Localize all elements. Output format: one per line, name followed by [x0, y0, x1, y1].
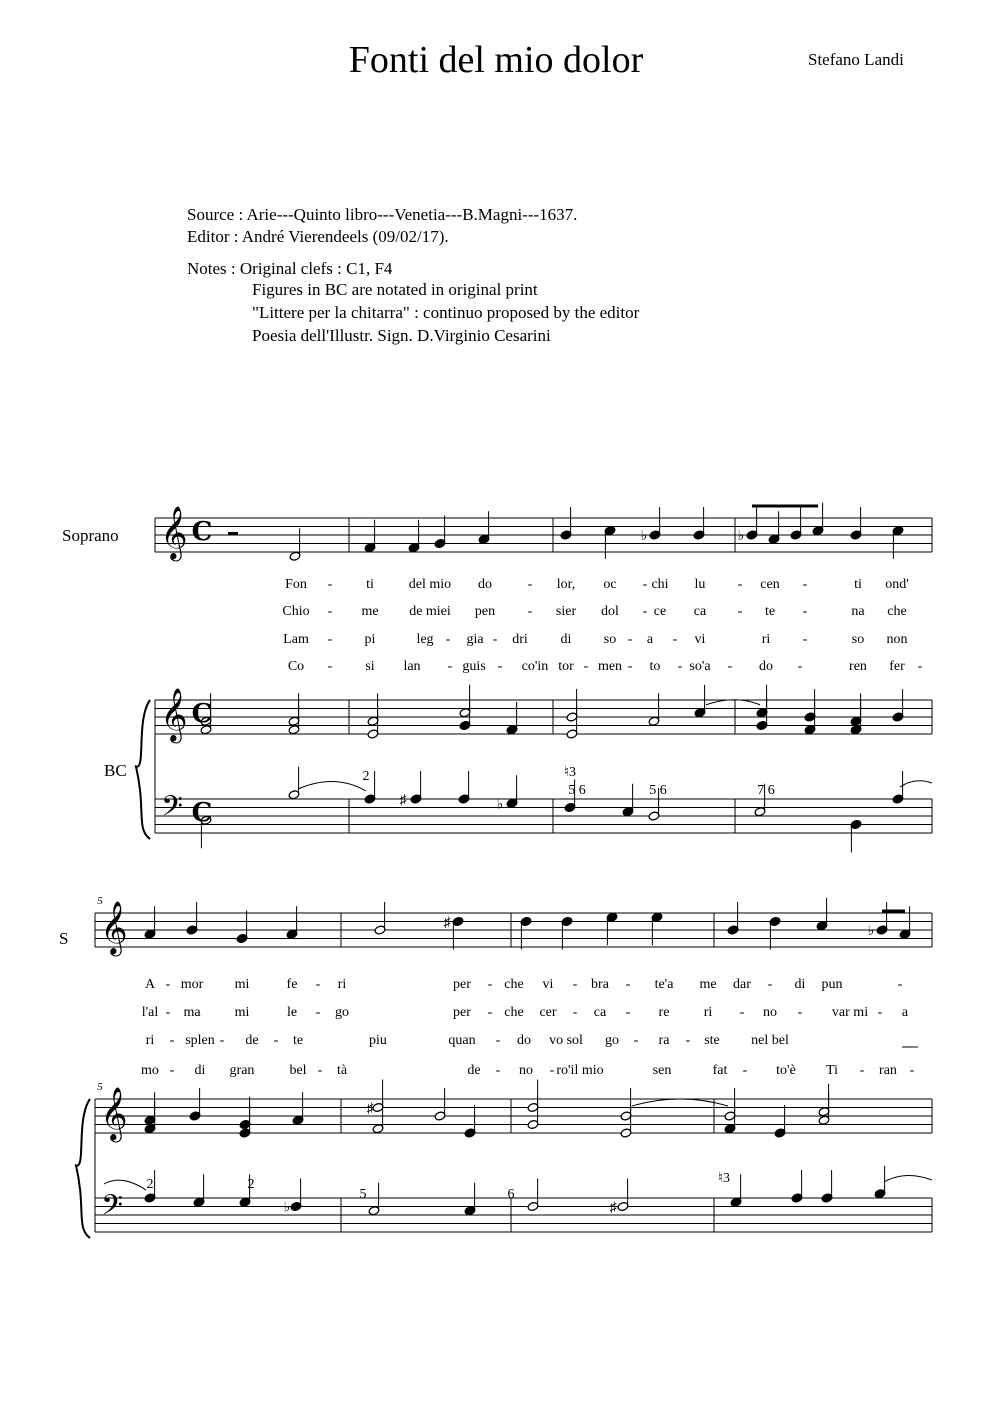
bc-label: BC [104, 761, 127, 780]
note-line-1: Figures in BC are notated in original print [252, 280, 538, 299]
lyric-syllable: A [144, 977, 156, 992]
lyric-syllable: - [742, 1063, 748, 1078]
lyric-syllable: - [495, 1033, 501, 1048]
lyric-syllable: ste [704, 1033, 720, 1048]
lyric-syllable: bel [289, 1063, 307, 1078]
lyric-syllable: mor [180, 977, 204, 992]
brace-icon [76, 1099, 90, 1238]
soprano-short-label: S [59, 929, 69, 948]
lyric-syllable: lor, [556, 577, 576, 592]
lyric-syllable: so [603, 632, 617, 647]
lyric-syllable: te'a [654, 977, 674, 992]
lyric-syllable: - [315, 1005, 321, 1020]
lyric-syllable: - [327, 577, 333, 592]
staff-bc-bass-2 [95, 1198, 932, 1232]
lyric-syllable: che [887, 604, 907, 619]
lyric-syllable: ren [849, 659, 867, 674]
lyric-syllable: - [527, 577, 533, 592]
lyric-syllable: Chio [282, 604, 310, 619]
lyric-syllable: dar [733, 977, 751, 992]
source-line: Source : Arie---Quinto libro---Venetia---B.Magni---1637. [187, 205, 578, 224]
lyric-syllable: - [169, 1063, 175, 1078]
lyric-syllable: mo [141, 1063, 159, 1078]
lyric-syllable: splen [185, 1033, 215, 1048]
bc-figure: 6 [507, 1187, 515, 1202]
tie [884, 1175, 932, 1182]
time-signature: C [191, 517, 213, 547]
bc-figure: 2 [146, 1177, 154, 1192]
staff-soprano-1 [155, 518, 932, 552]
lyric-syllable: do [759, 659, 773, 674]
lyric-syllable: - [327, 604, 333, 619]
lyric-syllable: gran [229, 1063, 255, 1078]
sharp-icon: ♯ [366, 1101, 374, 1117]
bc-figure: 2 [247, 1177, 255, 1192]
lyric-syllable: vo sol [549, 1033, 583, 1048]
lyric-syllable: ra [658, 1033, 670, 1048]
lyric-syllable: so'a [689, 659, 711, 674]
lyric-syllable: - [685, 1033, 691, 1048]
composer-name: Stefano Landi [808, 50, 904, 69]
lyric-syllable: Fon [285, 577, 307, 592]
lyric-syllable: ti [366, 577, 374, 592]
lyric-syllable: - [219, 1033, 225, 1048]
lyric-syllable: - [802, 577, 808, 592]
lyric-syllable: per [453, 977, 471, 992]
lyric-syllable: - [642, 577, 648, 592]
lyric-syllable: pen [474, 604, 496, 619]
lyric-syllable: lu [694, 577, 706, 592]
lyric-syllable: dol [601, 604, 619, 619]
sharp-icon: ♯ [609, 1200, 617, 1216]
lyric-syllable: to [649, 659, 661, 674]
bc-figure: 5 6 [568, 783, 586, 798]
lyric-syllable: nel bel [751, 1033, 789, 1048]
note-line-3: Poesia dell'Illustr. Sign. D.Virginio Cesarini [252, 326, 551, 345]
editor-line: Editor : André Vierendeels (09/02/17). [187, 227, 449, 246]
lyric-syllable: dri [512, 632, 528, 647]
treble-clef-icon: 𝄞 [160, 687, 188, 741]
lyric-syllable: ond' [885, 577, 909, 592]
lyric-syllable: per [453, 1005, 471, 1020]
lyric-syllable: - [877, 1005, 883, 1020]
lyric-syllable: - [327, 632, 333, 647]
lyric-syllable: de [245, 1033, 259, 1048]
lyric-syllable: no [519, 1063, 533, 1078]
lyric-syllable: - [497, 659, 503, 674]
page-title: Fonti del mio dolor [348, 39, 644, 81]
half-rest-icon [228, 532, 238, 536]
lyric-syllable: guis [462, 659, 486, 674]
lyric-syllable: - [917, 659, 923, 674]
lyric-syllable: - [672, 632, 678, 647]
lyric-syllable: - [315, 977, 321, 992]
tie [298, 781, 366, 791]
lyric-syllable: bra [591, 977, 609, 992]
lyric-syllable: pun [821, 977, 843, 992]
lyric-syllable: ti [854, 577, 862, 592]
lyric-syllable: mi [234, 977, 250, 992]
lyric-syllable: - [739, 1005, 745, 1020]
lyric-syllable: to'è [776, 1063, 796, 1078]
flat-icon: ♭ [283, 1200, 291, 1216]
lyric-syllable: ri [145, 1033, 155, 1048]
lyric-syllable: - [327, 659, 333, 674]
lyric-syllable: te [764, 604, 776, 619]
lyric-syllable: cen [760, 577, 780, 592]
lyric-syllable: - [165, 977, 171, 992]
treble-clef-icon: 𝄞 [100, 1086, 128, 1140]
lyric-syllable: - [447, 659, 453, 674]
lyric-syllable: co'in [521, 659, 549, 674]
lyric-syllable: piu [369, 1033, 387, 1048]
lyric-syllable: fer [889, 659, 905, 674]
lyric-syllable: - [572, 1005, 578, 1020]
notes-heading: Notes : Original clefs : C1, F4 [187, 259, 393, 278]
lyric-syllable: ro'il mio [556, 1063, 604, 1078]
tie [900, 781, 932, 787]
treble-clef-icon: 𝄞 [100, 900, 128, 954]
lyric-syllable: che [504, 977, 524, 992]
lyric-syllable: de [467, 1063, 481, 1078]
lyric-syllable: - [527, 604, 533, 619]
flat-icon: ♭ [496, 797, 504, 813]
lyric-syllable: ri [761, 632, 771, 647]
lyric-syllable: - [737, 604, 743, 619]
lyric-syllable: pi [364, 632, 376, 647]
lyric-syllable: men [597, 659, 623, 674]
lyric-syllable: - [797, 659, 803, 674]
lyric-syllable: si [365, 659, 375, 674]
lyric-syllable: l'al [141, 1005, 159, 1020]
lyric-syllable: ce [653, 604, 667, 619]
time-signature: C [191, 798, 213, 828]
lyric-syllable: de miei [409, 604, 451, 619]
lyric-syllable: go [605, 1033, 619, 1048]
lyric-syllable: - [897, 977, 903, 992]
lyric-syllable: me [699, 977, 717, 992]
lyric-syllable: ma [183, 1005, 201, 1020]
lyric-syllable: - [625, 1005, 631, 1020]
sharp-icon: ♯ [399, 793, 407, 808]
lyric-syllable: sen [652, 1063, 672, 1078]
lyric-syllable: del mio [408, 577, 452, 592]
bc-figure: 5 [359, 1187, 367, 1202]
lyric-syllable: - [737, 577, 743, 592]
lyric-syllable: chi [651, 577, 669, 592]
bc-figure: 2 [362, 769, 370, 784]
measure-number: 5 [97, 1081, 103, 1093]
lyric-syllable: di [560, 632, 572, 647]
lyric-syllable: lan [403, 659, 421, 674]
lyric-syllable: - [572, 977, 578, 992]
lyric-syllable: tà [336, 1063, 348, 1078]
lyric-syllable: - [677, 659, 683, 674]
lyric-syllable: fat [712, 1063, 728, 1078]
lyric-syllable: che [504, 1005, 524, 1020]
flat-icon: ♭ [867, 924, 875, 939]
lyric-syllable: Lam [283, 632, 309, 647]
lyric-syllable: te [292, 1033, 304, 1048]
lyric-syllable: vi [542, 977, 554, 992]
flat-icon: ♭ [737, 529, 745, 544]
lyric-syllable: fe [286, 977, 298, 992]
lyric-syllable: go [335, 1005, 349, 1020]
staff-bc-bass-1 [155, 799, 932, 833]
lyric-syllable: - [169, 1033, 175, 1048]
lyric-syllable: - [642, 604, 648, 619]
lyric-syllable: - [797, 1005, 803, 1020]
lyric-syllable: ca [593, 1005, 607, 1020]
lyric-syllable: mi [234, 1005, 250, 1020]
lyric-syllable: di [794, 977, 806, 992]
lyric-syllable: - [492, 632, 498, 647]
lyric-syllable: - [802, 632, 808, 647]
lyric-syllable: a [646, 632, 654, 647]
lyric-syllable: ran [879, 1063, 897, 1078]
lyric-syllable: - [727, 659, 733, 674]
lyric-syllable: le [286, 1005, 298, 1020]
lyric-syllable: Co [287, 659, 305, 674]
lyric-syllable: do [517, 1033, 531, 1048]
lyric-syllable: leg [416, 632, 434, 647]
lyric-syllable: Ti [826, 1063, 838, 1078]
brace-icon [136, 700, 150, 839]
lyric-syllable: - [165, 1005, 171, 1020]
staff-soprano-2 [95, 913, 932, 947]
lyric-syllable: - [487, 1005, 493, 1020]
lyric-syllable: - [317, 1063, 323, 1078]
lyric-syllable: - [273, 1033, 279, 1048]
lyric-syllable: ri [337, 977, 347, 992]
flat-icon: ♭ [640, 529, 648, 544]
bc-figure: ♮3 [717, 1171, 731, 1186]
lyric-syllable: - [495, 1063, 501, 1078]
lyric-syllable: - [487, 977, 493, 992]
lyric-syllable: - [802, 604, 808, 619]
treble-clef-icon: 𝄞 [160, 505, 188, 559]
staff-bc-treble-2 [95, 1099, 932, 1133]
time-signature: C [191, 699, 213, 729]
lyric-syllable: - [909, 1063, 915, 1078]
bc-figure: 5 6 [649, 783, 667, 798]
lyric-syllable: tor [558, 659, 574, 674]
lyric-syllable: - [583, 659, 589, 674]
lyric-syllable: do [478, 577, 492, 592]
lyric-syllable: - [633, 1033, 639, 1048]
lyric-syllable: - [445, 632, 451, 647]
lyric-syllable: - [859, 1063, 865, 1078]
measure-number: 5 [97, 895, 103, 907]
lyric-syllable: cer [539, 1005, 557, 1020]
bass-clef-icon: 𝄢 [161, 790, 183, 830]
lyric-syllable: - [767, 977, 773, 992]
lyric-syllable: - [627, 659, 633, 674]
lyric-syllable: - [625, 977, 631, 992]
lyric-syllable: ca [693, 604, 707, 619]
lyric-syllable: vi [694, 632, 706, 647]
lyric-syllable: sier [555, 604, 577, 619]
bass-clef-icon: 𝄢 [101, 1189, 123, 1229]
lyric-syllable: ri [703, 1005, 713, 1020]
lyric-syllable: so [851, 632, 865, 647]
lyric-syllable: na [851, 604, 865, 619]
lyric-syllable: - [549, 1063, 555, 1078]
lyric-syllable: me [361, 604, 379, 619]
lyric-syllable: re [658, 1005, 670, 1020]
bc-figure: ♮3 [563, 765, 577, 780]
lyric-syllable: no [763, 1005, 777, 1020]
lyric-syllable: - [627, 632, 633, 647]
sharp-icon: ♯ [443, 915, 451, 931]
lyric-syllable: non [886, 632, 908, 647]
lyric-syllable: di [194, 1063, 206, 1078]
lyric-syllable: gia [466, 632, 484, 647]
lyric-syllable: quan [448, 1033, 476, 1048]
bc-figure: 7 6 [757, 783, 775, 798]
note-line-2: "Littere per la chitarra" : continuo proposed by the editor [252, 303, 640, 322]
lyric-syllable: var mi [831, 1005, 869, 1020]
soprano-label: Soprano [62, 526, 119, 545]
lyric-syllable: oc [603, 577, 617, 592]
lyric-syllable: a [901, 1005, 909, 1020]
